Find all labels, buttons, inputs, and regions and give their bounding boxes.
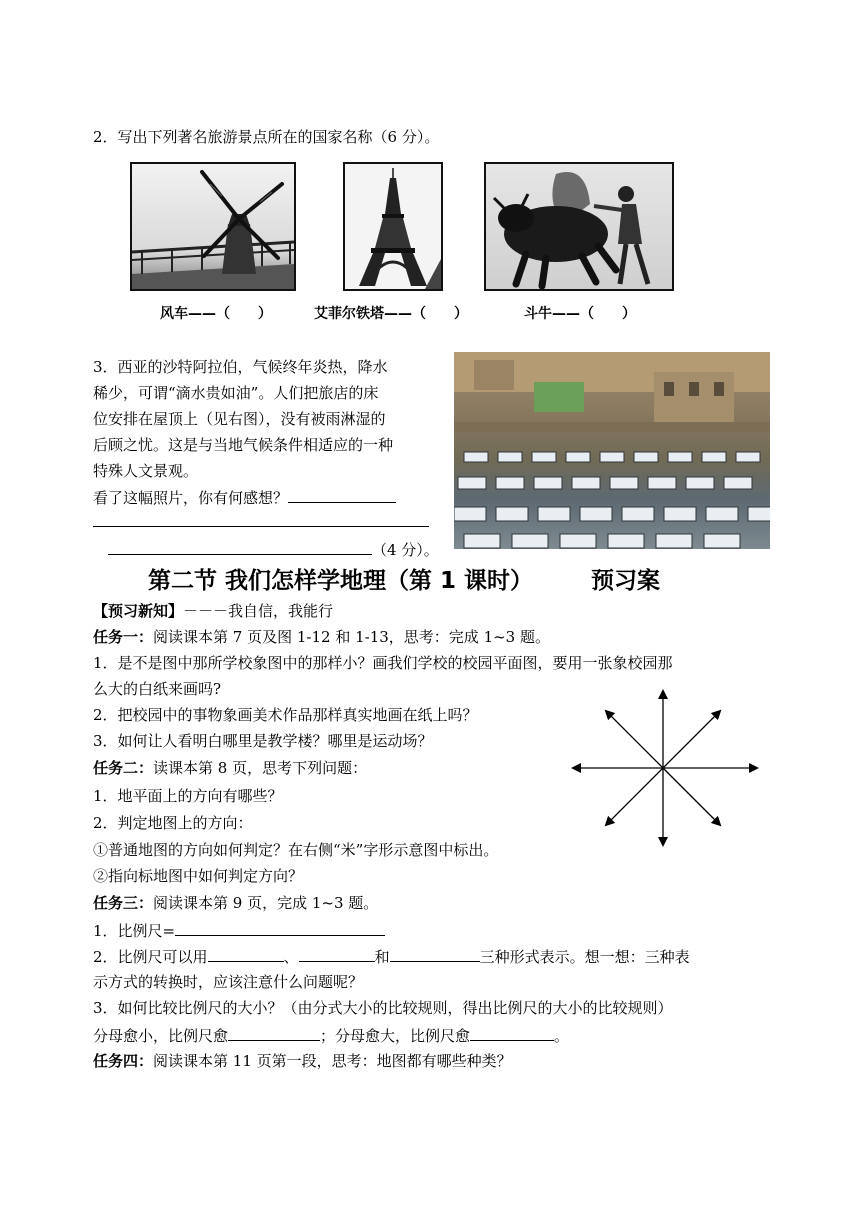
eiffel-tower-photo xyxy=(343,162,443,291)
bull-icon xyxy=(486,164,672,289)
q3-score: （4 分）。 xyxy=(372,541,439,559)
q2-text: 2．写出下列著名旅游景点所在的国家名称（6 分）。 xyxy=(93,128,440,146)
task2-label: 任务二： xyxy=(93,759,154,777)
section-title-text: 第二节 我们怎样学地理（第 1 课时） xyxy=(148,568,534,594)
preview-line xyxy=(93,601,333,621)
task3-q2-sep1: 、 xyxy=(283,948,299,966)
scale-definition-blank[interactable] xyxy=(175,920,385,936)
caption-bullfight: 斗牛——（ ） xyxy=(524,306,636,322)
section-subtitle: 预习案 xyxy=(591,568,661,594)
task3-text: 阅读课本第 9 页，完成 1~3 题。 xyxy=(153,894,379,912)
task2-q2: 2．判定地图上的方向： xyxy=(93,814,253,832)
arrow-southwest xyxy=(606,768,663,825)
task3-q1: 1．比例尺= xyxy=(93,922,176,940)
task4-label: 任务四： xyxy=(93,1052,154,1070)
rooftop-beds-photo xyxy=(454,352,770,549)
q3-line-5: 特殊人文景观。 xyxy=(93,462,199,480)
task1-label: 任务一： xyxy=(93,628,154,646)
scale-smaller-blank[interactable] xyxy=(470,1025,554,1041)
arrow-northeast xyxy=(663,711,720,768)
arrow-southeast xyxy=(663,768,720,825)
scale-form-blank-2[interactable] xyxy=(299,946,375,962)
q3-line-1: 3．西亚的沙特阿拉伯，气候终年炎热，降水 xyxy=(93,358,388,376)
task3-q3-end: 。 xyxy=(554,1027,570,1045)
preview-label: 【预习新知】 xyxy=(93,602,184,620)
task3-q2-b: 三种形式表示。想一想：三种表 xyxy=(479,948,690,966)
q3-score-line xyxy=(108,539,439,560)
task2-q2a: ①普通地图的方向如何判定？在右侧“米”字形示意图中标出。 xyxy=(93,841,499,859)
task4-line xyxy=(93,1051,512,1071)
direction-compass-diagram[interactable] xyxy=(570,688,760,848)
task3-q2-a: 2．比例尺可以用 xyxy=(93,948,208,966)
q3-answer-blank-3[interactable] xyxy=(108,539,372,555)
task3-q2-sep2: 和 xyxy=(374,948,390,966)
q3-question-line xyxy=(93,487,396,508)
q3-question: 看了这幅照片，你有何感想？ xyxy=(93,489,289,507)
scale-form-blank-1[interactable] xyxy=(208,946,284,962)
task3-line xyxy=(93,893,378,913)
task3-q2-c: 示方式的转换时，应该注意什么问题呢？ xyxy=(93,973,364,991)
task1-q1b: 么大的白纸来画吗? xyxy=(93,680,222,698)
task2-text: 读课本第 8 页，思考下列问题： xyxy=(153,759,368,777)
task3-q1-line xyxy=(93,920,385,941)
task3-q3-answer-line xyxy=(93,1025,569,1046)
caption-eiffel-tower: 艾菲尔铁塔——（ ） xyxy=(314,306,468,322)
q3-line-2: 稀少，可谓“滴水贵如油”。人们把旅店的床 xyxy=(93,384,379,402)
task3-q3: 3．如何比较比例尺的大小？（由分式大小的比较规则，得出比例尺的大小的比较规则） xyxy=(93,999,673,1017)
task1-text: 阅读课本第 7 页及图 1-12 和 1-13，思考：完成 1~3 题。 xyxy=(153,628,550,646)
preview-tagline: －－－我自信，我能行 xyxy=(183,602,334,620)
task2-line xyxy=(93,758,367,778)
task4-text: 阅读课本第 11 页第一段，思考：地图都有哪些种类？ xyxy=(153,1052,512,1070)
task3-q3-a: 分母愈小，比例尺愈 xyxy=(93,1027,229,1045)
q3-line-3: 位安排在屋顶上（见右图），没有被雨淋湿的 xyxy=(93,410,386,428)
scale-larger-blank[interactable] xyxy=(228,1025,320,1041)
task2-q2b: ②指向标地图中如何判定方向？ xyxy=(93,867,304,885)
arrow-northwest xyxy=(606,711,663,768)
windmill-icon xyxy=(132,164,294,289)
q3-answer-blank-2[interactable] xyxy=(93,526,429,527)
windmill-photo xyxy=(130,162,296,291)
section-title xyxy=(148,562,660,595)
scale-form-blank-3[interactable] xyxy=(390,946,480,962)
task1-line xyxy=(93,627,550,647)
task1-q3: 3．如何让人看明白哪里是教学楼？哪里是运动场？ xyxy=(93,732,433,750)
q3-line-4: 后顾之忧。这是与当地气候条件相适应的一种 xyxy=(93,436,394,454)
q3-answer-blank-1[interactable] xyxy=(288,487,396,503)
task1-q1a: 1．是不是图中那所学校象图中的那样小？画我们学校的校园平面图，要用一张象校园那 xyxy=(93,654,673,672)
bullfight-photo xyxy=(484,162,674,291)
caption-windmill: 风车——（ ） xyxy=(160,306,272,322)
task3-q3-b: ；分母愈大，比例尺愈 xyxy=(320,1027,471,1045)
task3-q2-line xyxy=(93,946,690,967)
task2-q1: 1．地平面上的方向有哪些？ xyxy=(93,787,283,805)
task1-q2: 2．把校园中的事物象画美术作品那样真实地画在纸上吗？ xyxy=(93,706,478,724)
eiffel-tower-icon xyxy=(345,164,441,289)
task3-label: 任务三： xyxy=(93,894,154,912)
rooftop-beds-icon xyxy=(454,352,770,549)
